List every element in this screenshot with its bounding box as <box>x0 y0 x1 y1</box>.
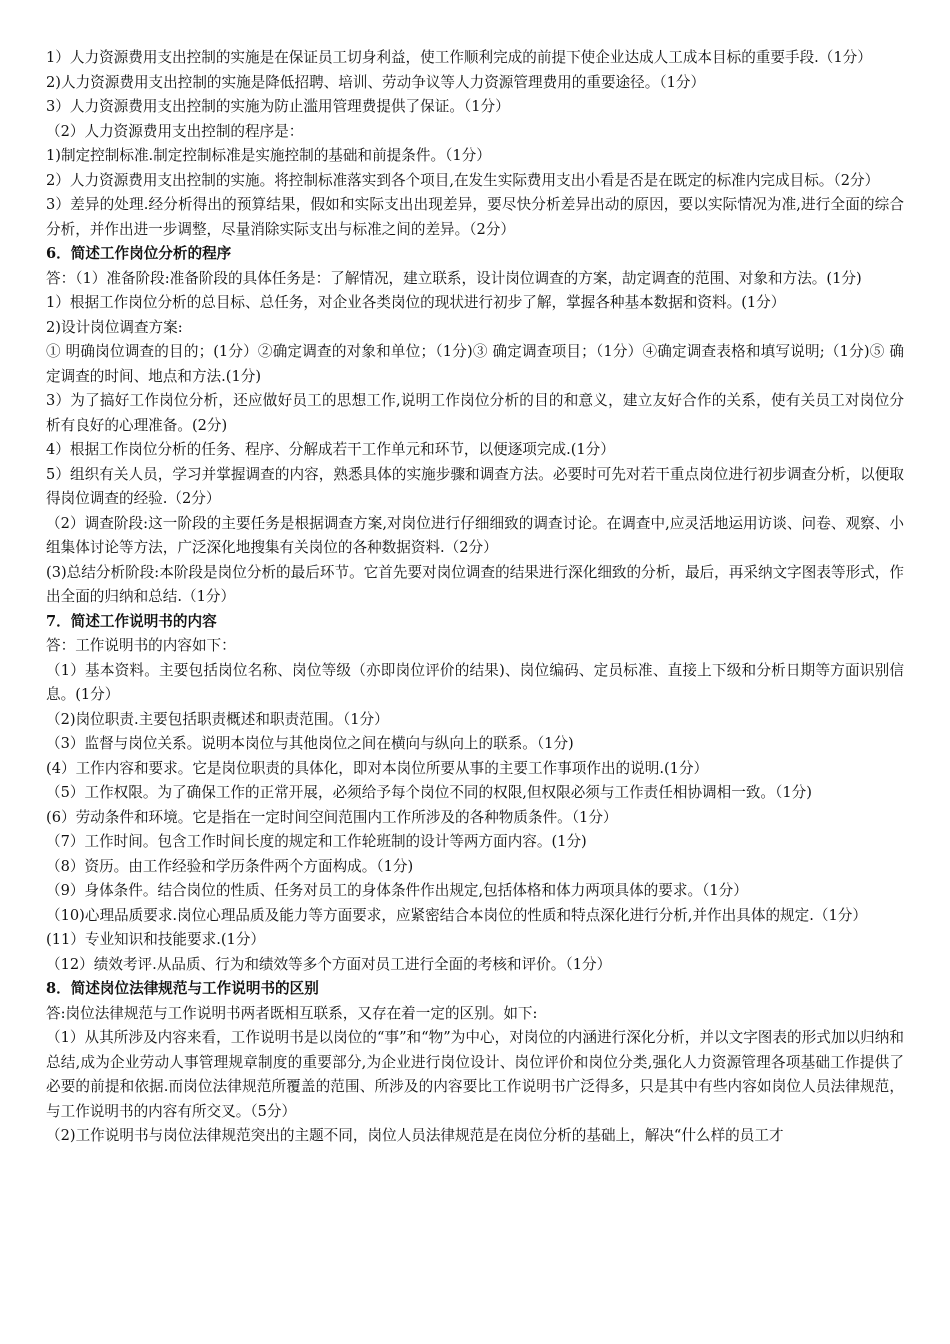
paragraph: 2）人力资源费用支出控制的实施。将控制标准落实到各个项目,在发生实际费用支出小看是否是在既定的标准内完成目标。（2分） <box>46 171 880 189</box>
paragraph: 5）组织有关人员，学习并掌握调查的内容，熟悉具体的实施步骤和调查方法。必要时可先对若干重点岗位进行初步调查分析，以便取得岗位调查的经验.（2分） <box>46 465 904 507</box>
paragraph: 2)人力资源费用支出控制的实施是降低招聘、培训、劳动争议等人力资源管理费用的重要途径。（1分） <box>46 73 706 91</box>
paragraph: 3）差异的处理.经分析得出的预算结果，假如和实际支出出现差异，要尽快分析差异出动的原因，要以实际情况为准,进行全面的综合分析，并作出进一步调整，尽量消除实际支出与标准之间的差异。（2分） <box>46 196 904 238</box>
paragraph: （2）调查阶段:这一阶段的主要任务是根据调查方案,对岗位进行仔细细致的调查讨论。在调查中,应灵活地运用访谈、问卷、观察、小组集体讨论等方法，广泛深化地搜集有关岗位的各种数据资料.（2分） <box>46 514 904 556</box>
paragraph: (3)总结分析阶段:本阶段是岗位分析的最后环节。它首先要对岗位调查的结果进行深化细致的分析，最后，再采纳文字图表等形式，作出全面的归纳和总结.（1分） <box>46 563 904 605</box>
paragraph: （2)工作说明书与岗位法律规范突出的主题不同，岗位人员法律规范是在岗位分析的基础上，解决“什么样的员工才 <box>46 1127 784 1144</box>
paragraph: （1）从其所涉及内容来看，工作说明书是以岗位的“事”和“物”为中心，对岗位的内涵进行深化分析，并以文字图表的形式加以归纳和总结,成为企业劳动人事管理规章制度的重要部分,为企业进行岗位设计、岗位评价和岗位分类,强化人力资源管理各项基础工作提供了必要的前提和依据.而岗位法律规范所覆盖的范围、所涉及的内容要比工作说明书广泛得多，只是其中有些内容如岗位人员法律规范，与工作说明书的内容有所交叉。（5分） <box>46 1029 904 1120</box>
paragraph: （2)岗位职责.主要包括职责概述和职责范围。（1分） <box>46 710 389 728</box>
paragraph: (4）工作内容和要求。它是岗位职责的具体化，即对本岗位所要从事的主要工作事项作出的说明.(1分） <box>46 759 709 777</box>
document-body <box>46 46 904 1149</box>
paragraph: （7）工作时间。包含工作时间长度的规定和工作轮班制的设计等两方面内容。(1分) <box>46 833 587 850</box>
paragraph: 1）根据工作岗位分析的总目标、总任务，对企业各类岗位的现状进行初步了解，掌握各种基本数据和资料。(1分） <box>46 294 786 311</box>
paragraph: 答：（1）准备阶段:准备阶段的具体任务是：了解情况，建立联系，设计岗位调查的方案，劼定调查的范围、对象和方法。(1分) <box>46 269 862 287</box>
paragraph: （2）人力资源费用支出控制的程序是： <box>46 122 304 140</box>
section-heading: 6．简述工作岗位分析的程序 <box>46 245 232 262</box>
paragraph: 3）为了搞好工作岗位分析，还应做好员工的思想工作,说明工作岗位分析的目的和意义，建立友好合作的关系，使有关员工对岗位分析有良好的心理准备。(2分) <box>46 392 904 434</box>
section-heading: 8．简述岗位法律规范与工作说明书的区别 <box>46 980 319 997</box>
paragraph: （8）资历。由工作经验和学历条件两个方面构成。（1分) <box>46 857 414 875</box>
paragraph: （3）监督与岗位关系。说明本岗位与其他岗位之间在横向与纵向上的联系。（1分) <box>46 735 574 752</box>
section-heading: 7．简述工作说明书的内容 <box>46 612 217 630</box>
paragraph: 3）人力资源费用支出控制的实施为防止滥用管理费提供了保证。（1分） <box>46 98 510 115</box>
paragraph: (11）专业知识和技能要求.(1分） <box>46 931 266 948</box>
paragraph: （10)心理品质要求.岗位心理品质及能力等方面要求，应紧密结合本岗位的性质和特点深化进行分析,并作出具体的规定.（1分） <box>46 906 867 924</box>
paragraph: 答：工作说明书的内容如下： <box>46 637 236 654</box>
paragraph: （1）基本资料。主要包括岗位名称、岗位等级（亦即岗位评价的结果)、岗位编码、定员标准、直接上下级和分析日期等方面识别信息。(1分） <box>46 661 904 703</box>
paragraph: 1）人力资源费用支出控制的实施是在保证员工切身利益，使工作顺利完成的前提下使企业达成人工成本目标的重要手段.（1分） <box>46 49 872 66</box>
paragraph: 1)制定控制标准.制定控制标准是实施控制的基础和前提条件。（1分） <box>46 147 491 164</box>
paragraph: 4）根据工作岗位分析的任务、程序、分解成若干工作单元和环节，以便逐项完成.(1分） <box>46 441 615 458</box>
paragraph: （12）绩效考评.从品质、行为和绩效等多个方面对员工进行全面的考核和评价。（1分） <box>46 955 612 973</box>
paragraph: （5）工作权限。为了确保工作的正常开展，必须给予每个岗位不同的权限,但权限必须与工作责任相协调相一致。（1分) <box>46 784 812 801</box>
paragraph: ① 明确岗位调查的目的；(1分）②确定调查的对象和单位；（1分)③ 确定调查项目；（1分）④确定调查表格和填写说明;（1分)⑤ 确定调查的时间、地点和方法.(1分) <box>46 343 904 385</box>
paragraph: (6）劳动条件和环境。它是指在一定时间空间范围内工作所涉及的各种物质条件。（1分） <box>46 808 618 826</box>
paragraph: （9）身体条件。结合岗位的性质、任务对员工的身体条件作出规定,包括体格和体力两项具体的要求。（1分） <box>46 882 748 899</box>
paragraph: 答:岗位法律规范与工作说明书两者既相互联系，又存在着一定的区别。如下: <box>46 1004 538 1022</box>
paragraph: 2)设计岗位调查方案: <box>46 318 183 336</box>
